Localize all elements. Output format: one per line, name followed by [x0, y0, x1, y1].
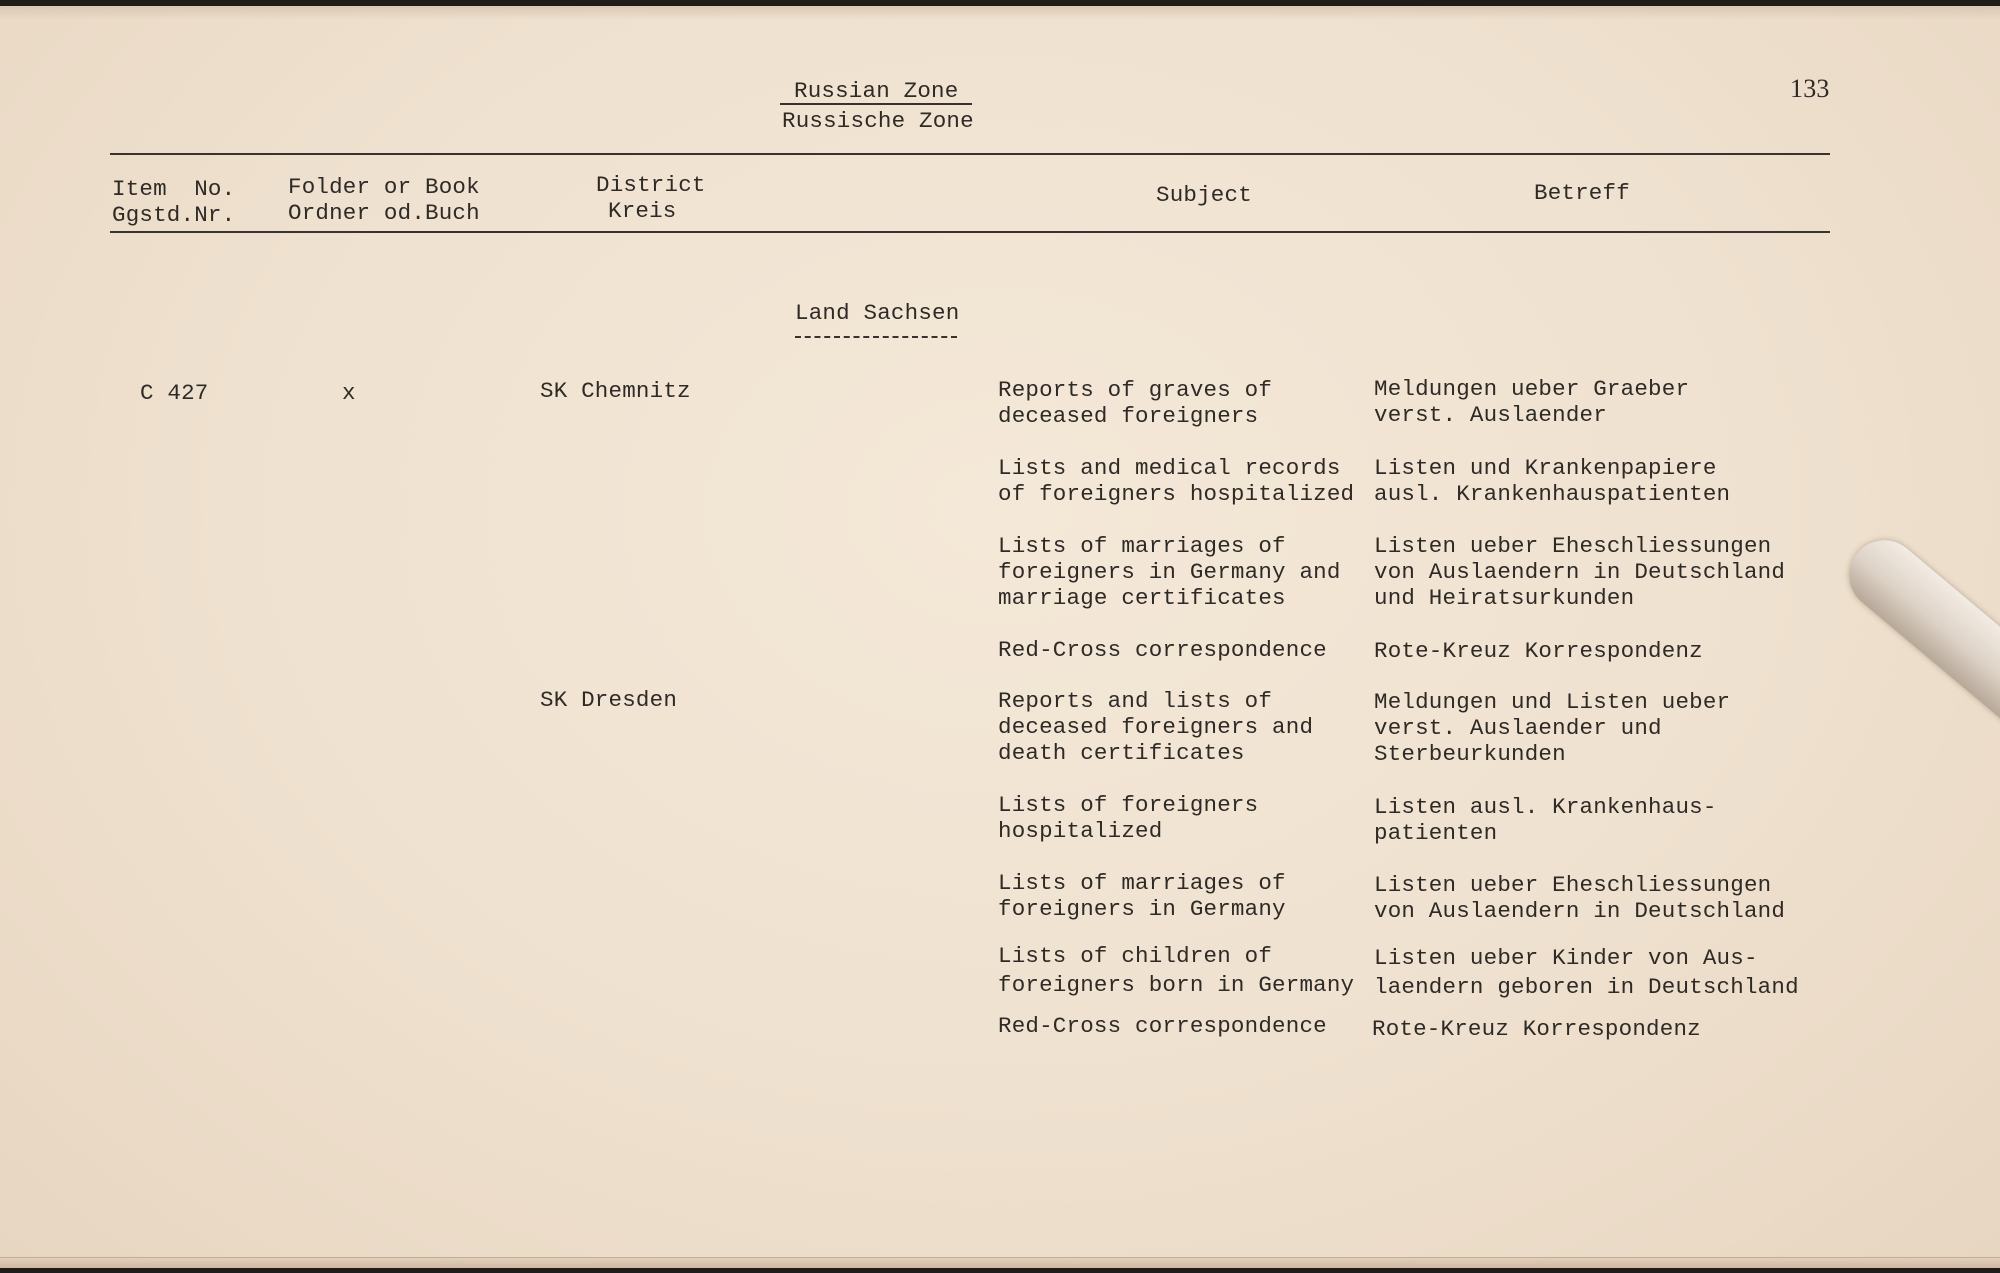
- betreff-line: Listen ueber Kinder von Aus-: [1374, 945, 1758, 971]
- subject-line: foreigners born in Germany: [998, 972, 1355, 998]
- section-title-dashed-underline: [795, 336, 957, 338]
- betreff-line: Rote-Kreuz Korrespondenz: [1372, 1016, 1701, 1042]
- subject-line: hospitalized: [998, 818, 1163, 844]
- page-top-shadow: [0, 6, 2000, 20]
- section-title: Land Sachsen: [795, 300, 960, 326]
- subject-line: Lists of foreigners: [998, 792, 1259, 818]
- betreff-line: patienten: [1374, 820, 1498, 846]
- header-top-rule: [110, 153, 1830, 155]
- subject-line: Red-Cross correspondence: [998, 1013, 1327, 1039]
- betreff-line: Meldungen und Listen ueber: [1374, 689, 1731, 715]
- betreff-line: Sterbeurkunden: [1374, 741, 1566, 767]
- subject-line: death certificates: [998, 740, 1245, 766]
- subject-line: Reports and lists of: [998, 688, 1273, 714]
- betreff-line: von Auslaendern in Deutschland: [1374, 559, 1786, 585]
- betreff-line: Rote-Kreuz Korrespondenz: [1374, 638, 1703, 664]
- betreff-line: Listen ueber Eheschliessungen: [1374, 872, 1772, 898]
- district-chemnitz: SK Chemnitz: [540, 378, 691, 404]
- col-subject: Subject: [1156, 182, 1252, 208]
- col-district-en: District: [596, 172, 706, 198]
- subject-line: deceased foreigners and: [998, 714, 1314, 740]
- col-folder-de: Ordner od.Buch: [288, 200, 480, 226]
- subject-line: Lists of children of: [998, 943, 1273, 969]
- betreff-line: ausl. Krankenhauspatienten: [1374, 481, 1731, 507]
- subject-line: deceased foreigners: [998, 403, 1259, 429]
- col-item-no-de: Ggstd.Nr.: [112, 202, 236, 228]
- subject-line: Lists and medical records: [998, 455, 1341, 481]
- col-district-de: Kreis: [608, 198, 677, 224]
- betreff-line: Listen ausl. Krankenhaus-: [1374, 794, 1717, 820]
- betreff-line: und Heiratsurkunden: [1374, 585, 1635, 611]
- folder-mark: x: [342, 380, 356, 406]
- subject-line: Reports of graves of: [998, 377, 1273, 403]
- subject-line: Lists of marriages of: [998, 533, 1286, 559]
- betreff-line: Listen und Krankenpapiere: [1374, 455, 1717, 481]
- zone-title-de: Russische Zone: [782, 108, 974, 134]
- zone-title-underline: [780, 103, 972, 105]
- col-betreff: Betreff: [1534, 180, 1630, 206]
- subject-line: foreigners in Germany: [998, 896, 1286, 922]
- page-number: 133: [1790, 74, 1830, 103]
- betreff-line: von Auslaendern in Deutschland: [1374, 898, 1786, 924]
- col-item-no-en: Item No.: [112, 176, 236, 202]
- subject-line: foreigners in Germany and: [998, 559, 1341, 585]
- betreff-line: verst. Auslaender: [1374, 402, 1607, 428]
- thumb-holding-page: [1835, 526, 2000, 734]
- subject-line: Red-Cross correspondence: [998, 637, 1327, 663]
- betreff-line: laendern geboren in Deutschland: [1374, 974, 1799, 1000]
- betreff-line: Meldungen ueber Graeber: [1374, 376, 1690, 402]
- betreff-line: verst. Auslaender und: [1374, 715, 1662, 741]
- subject-line: marriage certificates: [998, 585, 1286, 611]
- betreff-line: Listen ueber Eheschliessungen: [1374, 533, 1772, 559]
- subject-line: of foreigners hospitalized: [998, 481, 1355, 507]
- subject-line: Lists of marriages of: [998, 870, 1286, 896]
- zone-title-en: Russian Zone: [794, 78, 959, 104]
- col-folder-en: Folder or Book: [288, 174, 480, 200]
- page-bottom-edge: [0, 1257, 2000, 1268]
- item-number: C 427: [140, 380, 209, 406]
- document-page: [0, 6, 2000, 1268]
- district-dresden: SK Dresden: [540, 687, 678, 713]
- header-bottom-rule: [110, 231, 1830, 233]
